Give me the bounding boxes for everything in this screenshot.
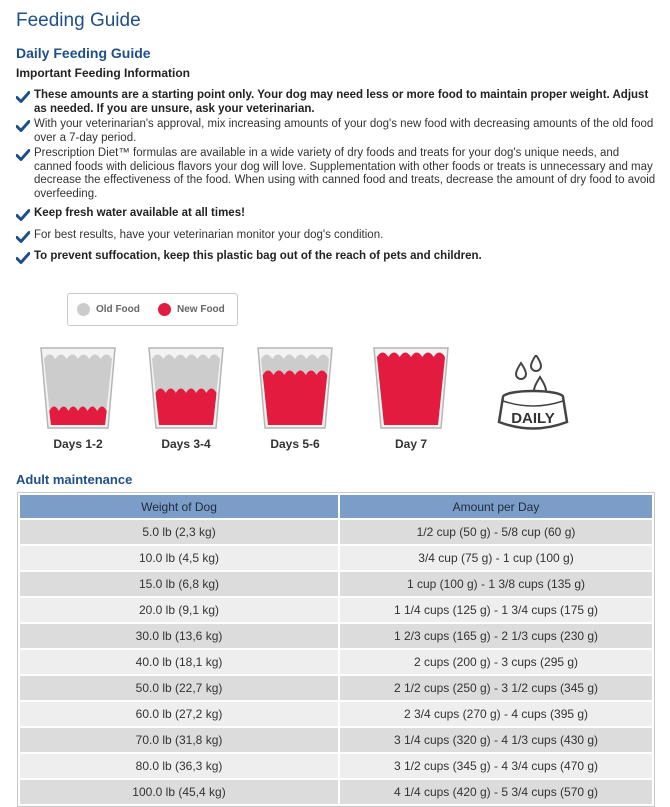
new-food-fill <box>156 389 217 426</box>
weight-header: Weight of Dog <box>20 495 338 518</box>
checkmark-icon <box>16 91 30 103</box>
amount-cell: 2 1/2 cups (250 g) - 3 1/2 cups (345 g) <box>340 676 652 700</box>
amount-cell: 1/2 cup (50 g) - 5/8 cup (60 g) <box>340 520 652 544</box>
cup-label: Days 5-6 <box>270 437 320 451</box>
table-row <box>20 780 652 804</box>
weight-cell: 100.0 lb (45,4 kg) <box>20 780 338 804</box>
weight-cell: 5.0 lb (2,3 kg) <box>20 520 338 544</box>
table-row <box>20 650 652 674</box>
cup-label: Day 7 <box>394 437 428 451</box>
old-food-swatch <box>77 303 90 316</box>
feeding-info-item <box>16 250 656 264</box>
amount-cell: 1 1/4 cups (125 g) - 1 3/4 cups (175 g) <box>340 598 652 622</box>
food-cup <box>257 347 333 434</box>
water-bowl-icon <box>496 355 570 440</box>
old-food-label: Old Food <box>96 304 140 315</box>
cup-label: Days 1-2 <box>53 437 103 451</box>
feeding-info-text: Keep fresh water available at all times! <box>34 207 245 219</box>
feeding-info-item <box>16 118 656 145</box>
new-food-fill <box>377 353 445 426</box>
weight-cell: 60.0 lb (27,2 kg) <box>20 702 338 726</box>
table-row <box>20 676 652 700</box>
weight-cell: 40.0 lb (18,1 kg) <box>20 650 338 674</box>
feeding-info-text: With your veterinarian's approval, mix increasing amounts of your dog's new food with decreasing amounts of the old food over a 7-day period. <box>34 118 654 144</box>
feeding-info-item <box>16 229 656 243</box>
table-row <box>20 598 652 622</box>
checkmark-icon <box>16 252 30 264</box>
food-legend <box>67 293 238 326</box>
amount-cell: 4 1/4 cups (420 g) - 5 3/4 cups (570 g) <box>340 780 652 804</box>
table-row <box>20 520 652 544</box>
table-row <box>20 546 652 570</box>
new-food-swatch <box>158 303 171 316</box>
table-row <box>20 624 652 648</box>
section-title: Daily Feeding Guide <box>16 45 151 61</box>
page-title: Feeding Guide <box>16 10 141 31</box>
amount-cell: 3 1/2 cups (345 g) - 4 3/4 cups (470 g) <box>340 754 652 778</box>
feeding-info-list <box>16 89 656 264</box>
checkmark-icon <box>16 209 30 221</box>
checkmark-icon <box>16 231 30 243</box>
info-title: Important Feeding Information <box>16 66 190 80</box>
amount-cell: 3 1/4 cups (320 g) - 4 1/3 cups (430 g) <box>340 728 652 752</box>
checkmark-icon <box>16 149 30 161</box>
food-cup <box>40 347 116 434</box>
feeding-info-item <box>16 89 656 116</box>
weight-cell: 30.0 lb (13,6 kg) <box>20 624 338 648</box>
weight-cell: 15.0 lb (6,8 kg) <box>20 572 338 596</box>
weight-cell: 10.0 lb (4,5 kg) <box>20 546 338 570</box>
new-food-label: New Food <box>177 304 225 315</box>
adult-maintenance-title: Adult maintenance <box>16 472 133 487</box>
table-row <box>20 572 652 596</box>
checkmark-icon <box>16 120 30 132</box>
feeding-table <box>17 492 655 807</box>
amount-cell: 3/4 cup (75 g) - 1 cup (100 g) <box>340 546 652 570</box>
amount-cell: 1 cup (100 g) - 1 3/8 cups (135 g) <box>340 572 652 596</box>
feeding-info-text: To prevent suffocation, keep this plastic bag out of the reach of pets and children. <box>34 250 482 262</box>
table-row <box>20 702 652 726</box>
amount-cell: 2 3/4 cups (270 g) - 4 cups (395 g) <box>340 702 652 726</box>
weight-cell: 50.0 lb (22,7 kg) <box>20 676 338 700</box>
feeding-info-item <box>16 207 656 221</box>
weight-cell: 70.0 lb (31,8 kg) <box>20 728 338 752</box>
amount-cell: 2 cups (200 g) - 3 cups (295 g) <box>340 650 652 674</box>
cup-label: Days 3-4 <box>161 437 211 451</box>
table-row <box>20 754 652 778</box>
feeding-info-text: Prescription Diet™ formulas are available in a wide variety of dry foods and treats for your dog's unique needs, and canned foods with delicious flavors your dog will love. Supplementation with other foods or treats is unnecessary and may decrease the effectiveness of the food. When using with canned food and treats, decrease the amount of dry food to avoid overfeeding. <box>34 147 656 200</box>
new-food-fill <box>263 371 328 426</box>
weight-cell: 80.0 lb (36,3 kg) <box>20 754 338 778</box>
amount-header: Amount per Day <box>340 495 652 518</box>
feeding-info-text: For best results, have your veterinarian monitor your dog's condition. <box>34 228 384 241</box>
amount-cell: 1 2/3 cups (165 g) - 2 1/3 cups (230 g) <box>340 624 652 648</box>
feeding-info-item <box>16 147 656 201</box>
feeding-info-text: These amounts are a starting point only. Your dog may need less or more food to maintain proper weight. Adjust as needed. If you are unsure, ask your veterinarian. <box>34 89 649 115</box>
bowl-label: DAILY <box>511 410 555 427</box>
weight-cell: 20.0 lb (9,1 kg) <box>20 598 338 622</box>
food-cup <box>148 347 224 434</box>
food-cup <box>373 347 449 434</box>
table-row <box>20 728 652 752</box>
